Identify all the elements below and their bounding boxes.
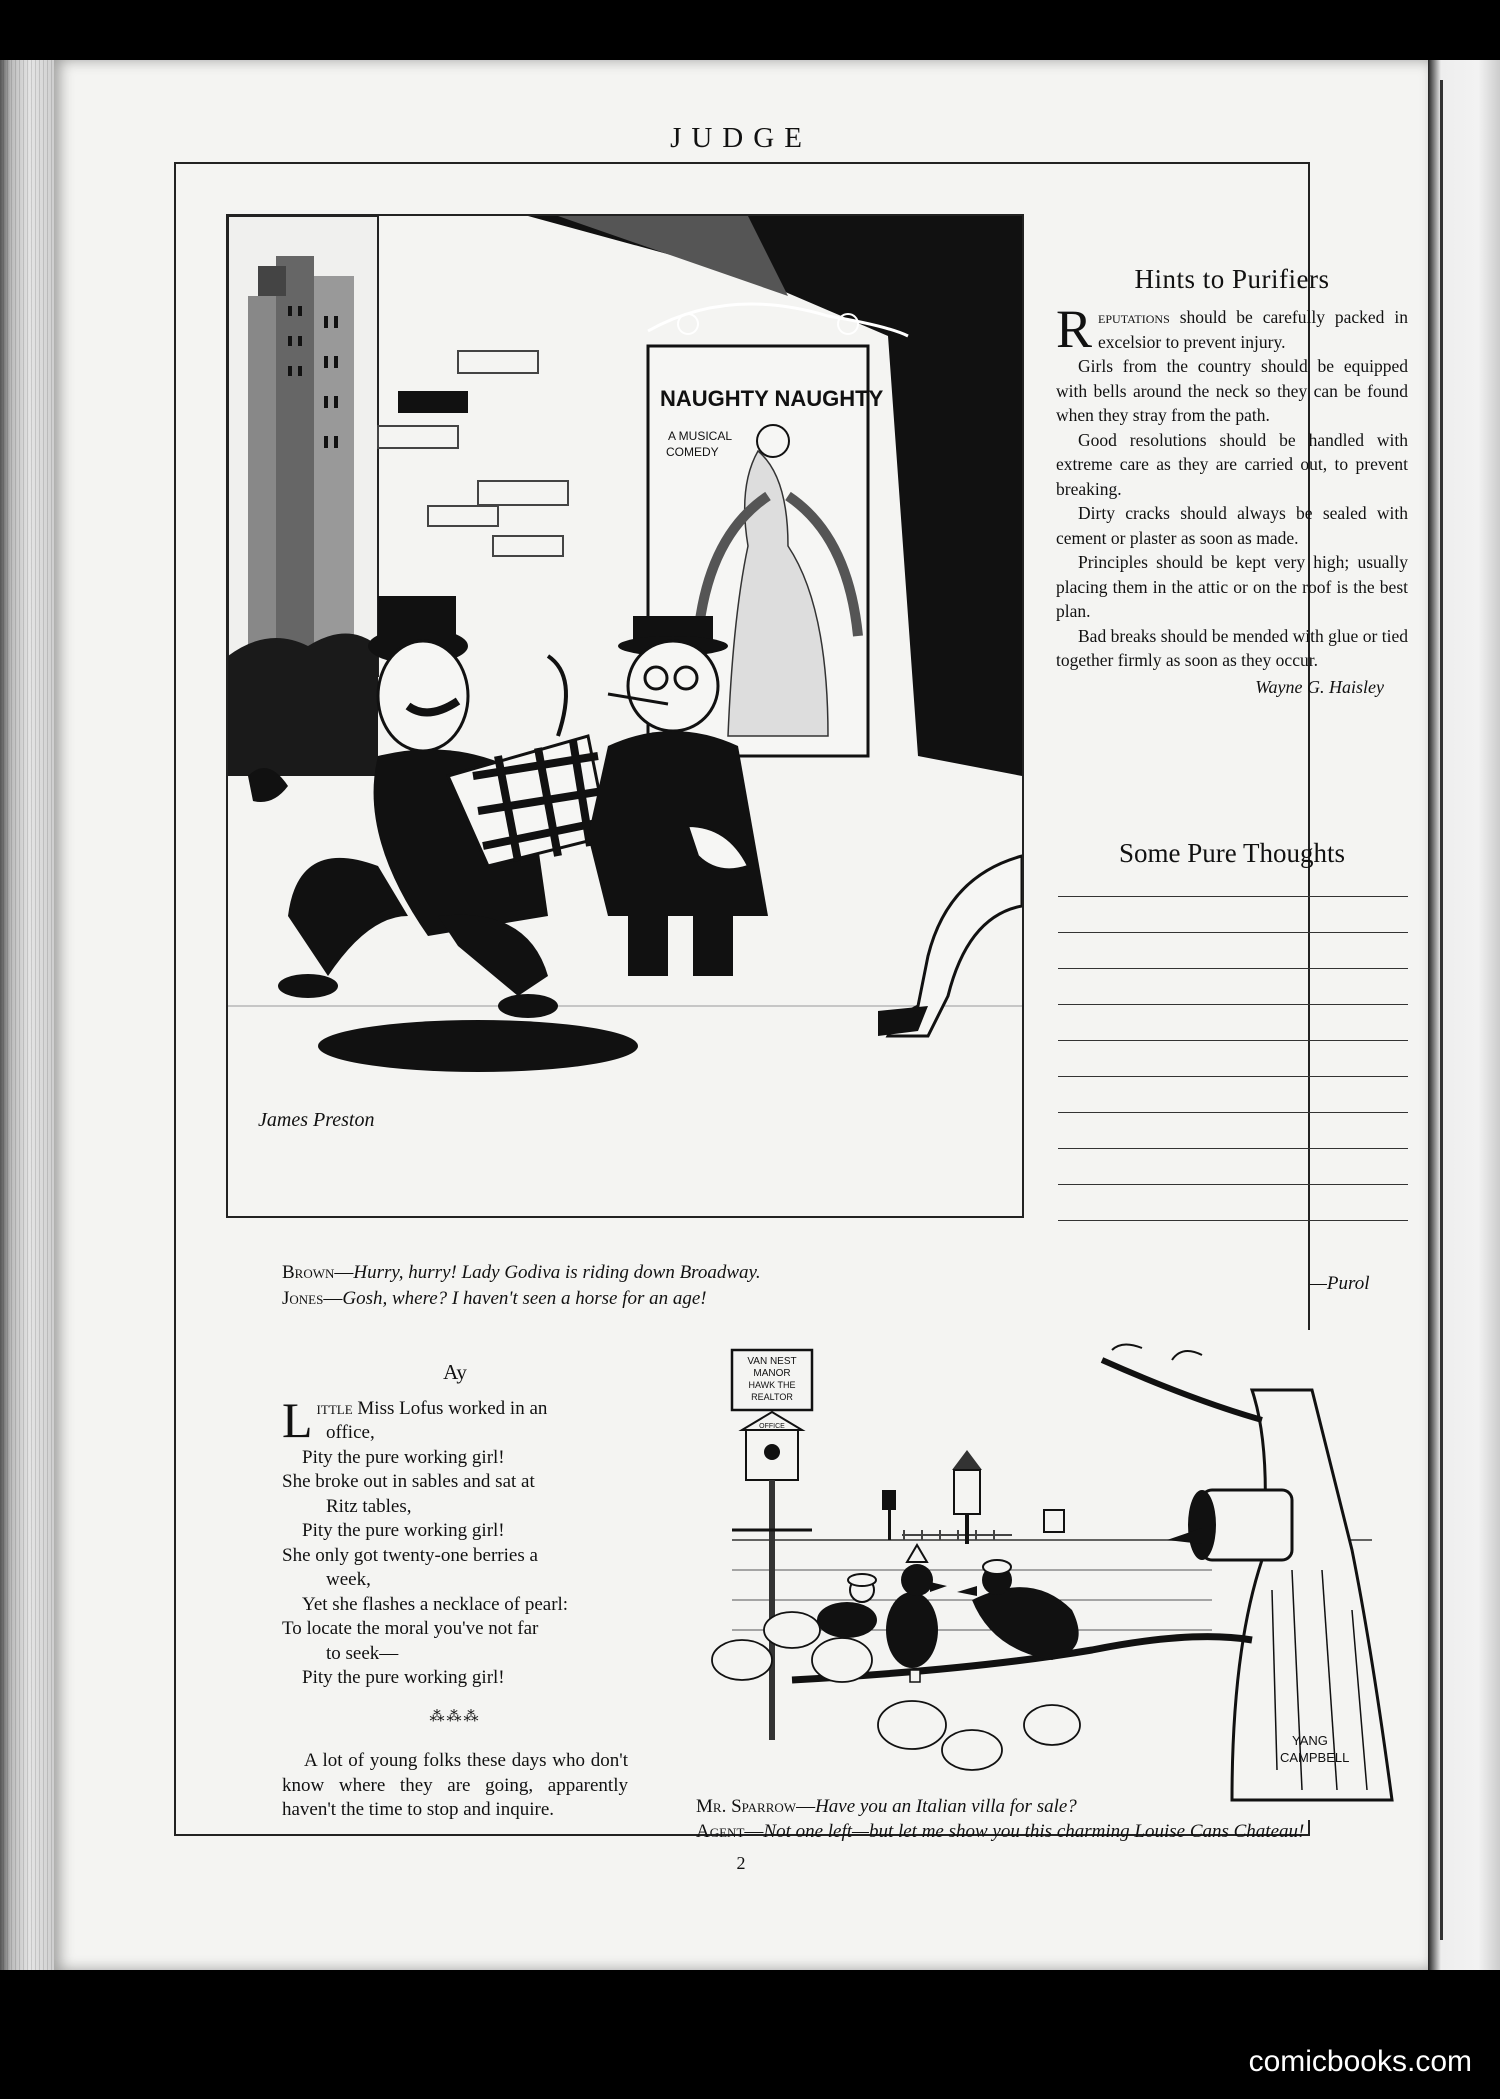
poem-line: office,: [326, 1422, 375, 1443]
poem-line: She only got twenty-one berries a: [282, 1544, 538, 1566]
blank-line: [1058, 1148, 1408, 1149]
cartoon-broadway-caption: Brown—Hurry, hurry! Lady Godiva is riding down Broadway. Jones—Gosh, where? I haven't seen a horse for an age!: [282, 1262, 761, 1309]
paragraph: Good resolutions should be handled with extreme care as they are carried out, to prevent breaking.: [1056, 429, 1408, 499]
smallcaps-text: ittle: [316, 1397, 353, 1419]
poem-line: week,: [326, 1569, 371, 1590]
poem-line: Pity the pure working girl!: [302, 1667, 505, 1688]
poem-line: Pity the pure working girl!: [302, 1520, 505, 1541]
caption-speaker: Mr. Sparrow: [696, 1796, 797, 1817]
magazine-header: JUDGE: [670, 122, 812, 154]
poem-line: Miss Lofus worked in an: [352, 1397, 548, 1419]
book-right-edge: [1428, 60, 1500, 1970]
caption-speaker: Jones: [282, 1288, 324, 1309]
caption-text: Hurry, hurry! Lady Godiva is riding down Broadway.: [353, 1262, 761, 1283]
office-sign: OFFICE: [759, 1423, 785, 1430]
page-number: 2: [736, 1853, 746, 1873]
caption-text: Gosh, where? I haven't seen a horse for an age!: [342, 1288, 707, 1309]
poem-title: Ay: [443, 1360, 467, 1384]
article-author: Wayne G. Haisley: [1255, 676, 1384, 697]
blank-line: [1058, 1220, 1408, 1221]
cartoon-birds: [672, 1330, 1417, 1820]
poem-line: Yet she flashes a necklace of pearl:: [302, 1593, 569, 1615]
book-left-edge: [0, 60, 54, 1970]
poem-line: Pity the pure working girl!: [302, 1446, 505, 1468]
prose-paragraph: A lot of young folks these days who don't know where they are going, apparently haven't the time to stop and inquire.: [282, 1750, 628, 1820]
site-watermark: comicbooks.com: [1248, 2045, 1472, 2078]
smallcaps-text: eputations: [1098, 307, 1170, 327]
blank-lines: [1058, 896, 1408, 1236]
magazine-page: [54, 60, 1428, 1970]
sign-line-2: MANOR: [753, 1368, 791, 1379]
poem-line: To locate the moral you've not far: [282, 1618, 539, 1639]
section-divider: ⁂⁂⁂: [429, 1708, 481, 1725]
blank-line: [1058, 968, 1408, 969]
poem-line: to seek—: [326, 1642, 399, 1664]
hints-article: [1056, 264, 1408, 698]
drop-cap: L: [282, 1391, 313, 1448]
poem-line: Ritz tables,: [326, 1495, 412, 1517]
pure-thoughts-author: —Purol: [1310, 1273, 1370, 1294]
paragraph-text: should be carefully packed in excelsior to prevent injury.: [1098, 307, 1408, 352]
blank-line: [1058, 1112, 1408, 1113]
paragraph: Principles should be kept very high; usually placing them in the attic or on the roof is the best plan.: [1056, 552, 1408, 621]
cartoon-broadway: [226, 214, 1024, 1218]
poster-subtitle-1: A MUSICAL: [668, 429, 733, 443]
poem-line: She broke out in sables and sat at: [282, 1471, 535, 1492]
article-title: Hints to Purifiers: [1134, 264, 1330, 294]
blank-line: [1058, 1040, 1408, 1041]
sign-line-1: VAN NEST: [747, 1356, 797, 1367]
caption-text: Not one left—but let me show you this charming Louise Cans Chateau!: [763, 1821, 1305, 1842]
sign-line-4: REALTOR: [751, 1392, 793, 1402]
blank-line: [1058, 1184, 1408, 1185]
artist-signature-1: YANG: [1292, 1733, 1328, 1748]
caption-speaker: Agent: [696, 1821, 745, 1842]
blank-line: [1058, 932, 1408, 933]
blank-line: [1058, 1004, 1408, 1005]
drop-cap: R: [1056, 299, 1093, 359]
caption-speaker: Brown: [282, 1262, 335, 1283]
cartoon-birds-caption: Mr. Sparrow—Have you an Italian villa for sale? Agent—Not one left—but let me show you this charming Louise Cans Chateau!: [696, 1796, 1305, 1842]
poem: [282, 1360, 628, 1823]
paragraph: Girls from the country should be equipped with bells around the neck so they can be found when they stray from the path.: [1056, 356, 1408, 425]
artist-signature-2: CAMPBELL: [1280, 1750, 1350, 1765]
pure-thoughts-title: Some Pure Thoughts: [1118, 838, 1345, 868]
blank-line: [1058, 1076, 1408, 1077]
sign-line-3: HAWK THE: [748, 1380, 796, 1390]
blank-line: [1058, 896, 1408, 897]
artist-signature: James Preston: [258, 1109, 375, 1131]
poster-subtitle-2: COMEDY: [666, 445, 719, 459]
paragraph: Bad breaks should be mended with glue or tied together firmly as soon as they occur.: [1056, 625, 1408, 670]
caption-text: Have you an Italian villa for sale?: [815, 1796, 1077, 1817]
paragraph: Dirty cracks should always be sealed with cement or plaster as soon as made.: [1056, 503, 1408, 548]
poster-title: NAUGHTY NAUGHTY: [660, 386, 884, 411]
